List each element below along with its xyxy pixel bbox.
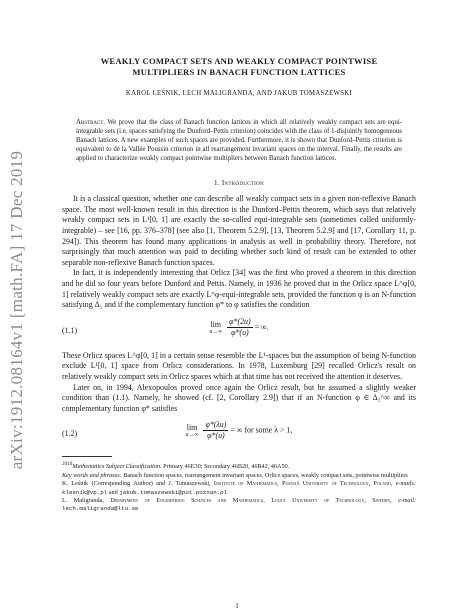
lim-word: lim	[186, 423, 198, 433]
arxiv-stamp-text: arXiv:1912.08164v1 [math.FA] 17 Dec 2019	[7, 150, 26, 470]
equation-rhs: = ∞.	[254, 322, 269, 332]
paper-title	[72, 56, 406, 78]
equation-rhs: = ∞ for some λ > 1,	[230, 425, 293, 435]
equation-number: (1.1)	[62, 325, 78, 335]
email-link[interactable]: jakub.tomaszewski@put.poznan.pl	[119, 488, 228, 496]
section-heading: 1. Introduction	[214, 178, 264, 187]
arxiv-stamp	[6, 120, 28, 500]
lim-word: lim	[210, 319, 222, 329]
numerator: φ*(λu)	[205, 420, 227, 430]
footnote-affiliation-1: K. Leśnik (Corresponding Author) and J. Tomaszewski, Institute of Mathematics, Poznań University of Technology, Poland, e-mails: klesnik@vp.pl and jakub.tomaszewski@put.poznan.pl	[62, 480, 416, 496]
footnote-keywords: Key words and phrases: Banach function spaces, rearrangement invariant spaces, Orlicz spaces, weakly compact sets, pointwise multipliers	[62, 471, 408, 479]
title-line-1: WEAKLY COMPACT SETS AND WEAKLY COMPACT POINTWISE	[100, 56, 378, 66]
paragraph-1: It is a classical question, whether one can describe all weakly compact sets in a given non-reflexive Banach space. The most well-known result in this direction is the Dunford–Pettis theorem, which says that relatively weakly compact sets in L¹[0, 1] are exactly the so-called equi-integrable sets (sometimes called uniformly-integrable) – see [16, pp. 376–378] (see also [1, Theorem 5.2.9], [13, Theorem 5.2.9] and [17, Corollary 11, p. 294]). This theorem has found many applications in analysis as well in probability theory. Therefore, not surprisingly that much attention was paid to deciding whether such kind of result can be extended to other separable non-reflexive Banach function spaces.	[62, 194, 416, 267]
paragraph-2: In fact, it is independently interesting that Orlicz [34] was the first who proved a theorem in this direction and he did so four years before Dunford and Pettis. Namely, in 1936 he proved that in the Orlicz space L^φ[0, 1] relatively weakly compact sets are exactly L^φ-equi-integrable sets, provided the function φ is an N-function satisfying Δ₂ and if the complementary function φ* to φ satisfies the condition	[62, 268, 416, 310]
denominator: φ*(u)	[207, 431, 225, 441]
abstract	[76, 118, 402, 164]
author-list: KAROL LEŚNIK, LECH MALIGRANDA, AND JAKUB TOMASZEWSKI	[125, 90, 353, 97]
lim-subscript: u→∞	[185, 432, 199, 439]
equation-1-2	[62, 418, 416, 450]
footnote-rule	[62, 456, 112, 457]
title-line-2: MULTIPLIERS IN BANACH FUNCTION LATTICES	[132, 67, 346, 77]
footnote-msc: $^{2010}$Mathematics Subject Classification. Primary 46E30; Secondary 46B20, 46B42, 46A50.	[62, 461, 290, 471]
lim-subscript: u→∞	[209, 328, 223, 335]
footnotes	[62, 460, 416, 514]
numerator: φ*(2u)	[229, 316, 251, 326]
fraction	[203, 420, 228, 441]
fraction	[227, 317, 252, 338]
abstract-text: We prove that the class of Banach function lattices in which all relatively weakly compact sets are equi-integrable sets (i.e. spaces satisfying the Dunford–Pettis criterion) coincides with the class of 1-disjointly homogeneous Banach lattices. A new examples of such spaces are provided. Furthermore, it is shown that Dunford–Pettis criterion is equivalent to de la Vallée Poussin criterion in all rearrangement invariant spaces on the interval. Finally, the results are applied to characterize weakly compact pointwise multipliers between Banach function lattices.	[76, 118, 402, 163]
paragraph-3: These Orlicz spaces L^φ[0, 1] in a certain sense resemble the L¹-spaces but the assumption of being N-function exclude L¹[0, 1] space from Orlicz considerations. In 1978, Luxemburg [29] recalled Orlicz's result on relatively weakly compact sets in Orlicz spaces which at that time has not received the attention it deserves.	[62, 350, 416, 381]
email-link[interactable]: klesnik@vp.pl	[62, 488, 108, 496]
page-number: 1	[235, 602, 239, 610]
equation-1-1	[62, 315, 416, 347]
equation-number: (1.2)	[62, 429, 78, 439]
paper-page	[62, 44, 416, 514]
paragraph-4: Later on, in 1994, Alexopoulos proved once again the Orlicz result, but he assumed a slightly weaker condition than (1.1). Namely, he showed (cf. [2, Corollary 2.9]) that if an N-function φ ∈ Δ₂^∞ and its complementary function φ* satisfies	[62, 382, 416, 413]
footnote-affiliation-2: L. Maligranda, Department of Engineering Sciences and Mathematics, Luleå University of Technology, Sweden, e-mail: lech.maligranda@ltu.se	[62, 496, 417, 513]
denominator: φ*(u)	[231, 327, 249, 337]
email-link[interactable]: lech.maligranda@ltu.se	[62, 505, 139, 513]
abstract-label: Abstract.	[76, 118, 106, 126]
